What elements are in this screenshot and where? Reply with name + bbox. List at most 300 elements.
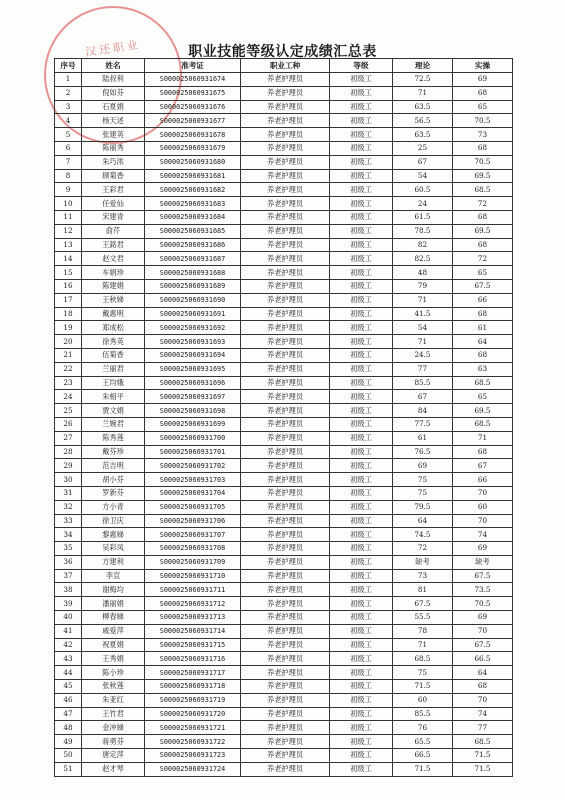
cell-theory: 63.5 [393,128,453,142]
cell-theory: 54 [393,169,453,183]
cell-practical: 67 [453,459,513,473]
cell-exam-ticket: S000025060931718 [145,680,241,694]
cell-level: 初级工 [330,279,393,293]
cell-level: 初级工 [330,555,393,569]
cell-practical: 68 [453,307,513,321]
cell-exam-ticket: S000025060931678 [145,128,241,142]
cell-occupation: 养老护理员 [241,721,330,735]
cell-name: 唐定萍 [82,749,145,763]
cell-occupation: 养老护理员 [241,473,330,487]
cell-practical: 72 [453,252,513,266]
cell-index: 12 [55,224,82,238]
cell-exam-ticket: S000025060931723 [145,749,241,763]
cell-theory: 71 [393,638,453,652]
cell-practical: 68 [453,210,513,224]
cell-name: 张建英 [82,128,145,142]
cell-theory: 56.5 [393,114,453,128]
table-row [55,500,513,514]
cell-theory: 缺考 [393,555,453,569]
cell-exam-ticket: S000025060931708 [145,542,241,556]
cell-name: 戚爱萍 [82,624,145,638]
cell-level: 初级工 [330,500,393,514]
cell-name: 蒋勇芬 [82,735,145,749]
cell-practical: 69.5 [453,404,513,418]
cell-practical: 77 [453,721,513,735]
header-practical: 实操 [453,59,513,73]
cell-practical: 70 [453,486,513,500]
table-row [55,321,513,335]
cell-index: 17 [55,293,82,307]
cell-level: 初级工 [330,86,393,100]
table-row [55,597,513,611]
cell-practical: 66 [453,293,513,307]
cell-occupation: 养老护理员 [241,155,330,169]
cell-occupation: 养老护理员 [241,528,330,542]
cell-level: 初级工 [330,749,393,763]
cell-index: 43 [55,652,82,666]
cell-exam-ticket: S000025060931698 [145,404,241,418]
cell-exam-ticket: S000025060931709 [145,555,241,569]
cell-theory: 71.5 [393,762,453,776]
table-row [55,749,513,763]
cell-occupation: 养老护理员 [241,376,330,390]
table-row [55,100,513,114]
cell-name: 方建利 [82,555,145,569]
cell-exam-ticket: S000025060931690 [145,293,241,307]
cell-occupation: 养老护理员 [241,680,330,694]
cell-name: 任爱仙 [82,197,145,211]
cell-index: 48 [55,721,82,735]
cell-level: 初级工 [330,155,393,169]
cell-name: 方小青 [82,500,145,514]
cell-index: 7 [55,155,82,169]
cell-occupation: 养老护理员 [241,500,330,514]
table-row [55,293,513,307]
cell-name: 伍菊香 [82,348,145,362]
cell-theory: 24.5 [393,348,453,362]
cell-level: 初级工 [330,224,393,238]
cell-occupation: 养老护理员 [241,128,330,142]
cell-exam-ticket: S000025060931721 [145,721,241,735]
cell-index: 6 [55,141,82,155]
cell-level: 初级工 [330,638,393,652]
cell-name: 顾菊香 [82,169,145,183]
cell-theory: 65.5 [393,735,453,749]
cell-level: 初级工 [330,569,393,583]
cell-name: 王銘君 [82,238,145,252]
cell-index: 4 [55,114,82,128]
cell-practical: 70.5 [453,114,513,128]
cell-index: 9 [55,183,82,197]
cell-name: 王秋娣 [82,293,145,307]
cell-level: 初级工 [330,721,393,735]
cell-theory: 85.5 [393,707,453,721]
table-row [55,238,513,252]
cell-practical: 66 [453,473,513,487]
cell-exam-ticket: S000025060931680 [145,155,241,169]
cell-name: 赵文君 [82,252,145,266]
cell-occupation: 养老护理员 [241,417,330,431]
cell-exam-ticket: S000025060931714 [145,624,241,638]
official-seal-text: 汉还职业 [84,38,142,59]
table-row [55,376,513,390]
cell-exam-ticket: S000025060931724 [145,762,241,776]
cell-practical: 66.5 [453,652,513,666]
cell-name: 陈小珍 [82,666,145,680]
cell-theory: 71.5 [393,680,453,694]
table-row [55,459,513,473]
cell-index: 34 [55,528,82,542]
cell-exam-ticket: S000025060931706 [145,514,241,528]
cell-occupation: 养老护理员 [241,335,330,349]
cell-theory: 66.5 [393,749,453,763]
table-row [55,666,513,680]
cell-practical: 68 [453,680,513,694]
cell-theory: 77.5 [393,417,453,431]
cell-level: 初级工 [330,680,393,694]
cell-index: 45 [55,680,82,694]
cell-level: 初级工 [330,445,393,459]
cell-occupation: 养老护理员 [241,707,330,721]
cell-name: 祝夏娟 [82,638,145,652]
cell-practical: 70 [453,514,513,528]
cell-name: 兰婉君 [82,417,145,431]
cell-exam-ticket: S000025060931703 [145,473,241,487]
cell-occupation: 养老护理员 [241,624,330,638]
cell-occupation: 养老护理员 [241,293,330,307]
cell-level: 初级工 [330,459,393,473]
cell-exam-ticket: S000025060931696 [145,376,241,390]
cell-practical: 70.5 [453,597,513,611]
header-theory: 理论 [393,59,453,73]
cell-practical: 64 [453,335,513,349]
cell-theory: 67 [393,390,453,404]
table-row [55,445,513,459]
cell-occupation: 养老护理员 [241,86,330,100]
cell-exam-ticket: S000025060931694 [145,348,241,362]
cell-practical: 65 [453,266,513,280]
cell-level: 初级工 [330,183,393,197]
table-row [55,86,513,100]
cell-occupation: 养老护理员 [241,348,330,362]
cell-level: 初级工 [330,238,393,252]
cell-level: 初级工 [330,114,393,128]
cell-level: 初级工 [330,514,393,528]
table-row [55,210,513,224]
cell-name: 李宣 [82,569,145,583]
cell-theory: 72 [393,542,453,556]
cell-occupation: 养老护理员 [241,224,330,238]
cell-exam-ticket: S000025060931704 [145,486,241,500]
cell-practical: 68.5 [453,417,513,431]
cell-theory: 76 [393,721,453,735]
cell-name: 徐秀英 [82,335,145,349]
table-header-row [55,59,513,73]
cell-practical: 65 [453,100,513,114]
cell-level: 初级工 [330,404,393,418]
cell-name: 车娟珍 [82,266,145,280]
table-row [55,431,513,445]
header-exam-ticket: 准考证 [145,59,241,73]
cell-index: 22 [55,362,82,376]
cell-index: 36 [55,555,82,569]
cell-name: 陈秀莲 [82,431,145,445]
cell-exam-ticket: S000025060931684 [145,210,241,224]
cell-level: 初级工 [330,431,393,445]
cell-occupation: 养老护理员 [241,611,330,625]
cell-occupation: 养老护理员 [241,514,330,528]
cell-exam-ticket: S000025060931716 [145,652,241,666]
cell-level: 初级工 [330,348,393,362]
cell-index: 44 [55,666,82,680]
cell-exam-ticket: S000025060931697 [145,390,241,404]
cell-level: 初级工 [330,707,393,721]
cell-practical: 73.5 [453,583,513,597]
table-row [55,624,513,638]
cell-index: 38 [55,583,82,597]
cell-index: 30 [55,473,82,487]
cell-name: 陈丽秀 [82,141,145,155]
cell-exam-ticket: S000025060931674 [145,73,241,87]
cell-practical: 70 [453,624,513,638]
table-row [55,652,513,666]
cell-occupation: 养老护理员 [241,666,330,680]
cell-index: 5 [55,128,82,142]
cell-index: 11 [55,210,82,224]
table-row [55,362,513,376]
cell-level: 初级工 [330,762,393,776]
cell-theory: 77 [393,362,453,376]
cell-name: 贾文娟 [82,404,145,418]
cell-occupation: 养老护理员 [241,73,330,87]
table-row [55,183,513,197]
cell-exam-ticket: S000025060931699 [145,417,241,431]
cell-theory: 71 [393,335,453,349]
cell-exam-ticket: S000025060931675 [145,86,241,100]
cell-index: 14 [55,252,82,266]
cell-practical: 73 [453,128,513,142]
cell-index: 32 [55,500,82,514]
cell-occupation: 养老护理员 [241,114,330,128]
cell-name: 朱巧浓 [82,155,145,169]
cell-occupation: 养老护理员 [241,266,330,280]
cell-practical: 缺考 [453,555,513,569]
cell-occupation: 养老护理员 [241,210,330,224]
cell-practical: 69.5 [453,169,513,183]
cell-name: 陈建娟 [82,279,145,293]
cell-exam-ticket: S000025060931717 [145,666,241,680]
cell-name: 谢梅均 [82,583,145,597]
cell-theory: 24 [393,197,453,211]
cell-level: 初级工 [330,307,393,321]
table-row [55,486,513,500]
cell-level: 初级工 [330,335,393,349]
cell-occupation: 养老护理员 [241,183,330,197]
cell-practical: 69 [453,611,513,625]
cell-exam-ticket: S000025060931679 [145,141,241,155]
table-row [55,680,513,694]
cell-level: 初级工 [330,528,393,542]
table-row [55,721,513,735]
cell-practical: 68 [453,141,513,155]
table-row [55,141,513,155]
cell-practical: 60 [453,500,513,514]
table-body [55,73,513,777]
cell-exam-ticket: S000025060931712 [145,597,241,611]
cell-name: 胡小芬 [82,473,145,487]
cell-level: 初级工 [330,362,393,376]
cell-name: 吴彩凤 [82,542,145,556]
cell-exam-ticket: S000025060931686 [145,238,241,252]
header-level: 等级 [330,59,393,73]
cell-exam-ticket: S000025060931720 [145,707,241,721]
cell-exam-ticket: S000025060931722 [145,735,241,749]
cell-level: 初级工 [330,73,393,87]
cell-index: 3 [55,100,82,114]
cell-index: 51 [55,762,82,776]
cell-name: 俞芹 [82,224,145,238]
table-row [55,707,513,721]
cell-practical: 68.5 [453,183,513,197]
cell-name: 朱亚红 [82,693,145,707]
cell-occupation: 养老护理员 [241,321,330,335]
table-row [55,569,513,583]
table-row [55,128,513,142]
cell-practical: 69 [453,73,513,87]
cell-theory: 68.5 [393,652,453,666]
cell-exam-ticket: S000025060931705 [145,500,241,514]
cell-level: 初级工 [330,473,393,487]
cell-practical: 71.5 [453,749,513,763]
cell-exam-ticket: S000025060931683 [145,197,241,211]
cell-occupation: 养老护理员 [241,762,330,776]
cell-practical: 65 [453,390,513,404]
cell-level: 初级工 [330,624,393,638]
cell-index: 19 [55,321,82,335]
cell-practical: 69.5 [453,224,513,238]
cell-theory: 79.5 [393,500,453,514]
cell-occupation: 养老护理员 [241,431,330,445]
header-index: 序号 [55,59,82,73]
cell-exam-ticket: S000025060931700 [145,431,241,445]
cell-level: 初级工 [330,376,393,390]
table-row [55,542,513,556]
cell-index: 31 [55,486,82,500]
cell-index: 21 [55,348,82,362]
cell-occupation: 养老护理员 [241,252,330,266]
cell-theory: 71 [393,86,453,100]
cell-theory: 78.5 [393,224,453,238]
cell-index: 13 [55,238,82,252]
table-row [55,735,513,749]
cell-name: 宋建青 [82,210,145,224]
table-row [55,583,513,597]
cell-name: 金冲娣 [82,721,145,735]
cell-index: 18 [55,307,82,321]
cell-name: 朱相平 [82,390,145,404]
cell-occupation: 养老护理员 [241,390,330,404]
cell-theory: 63.5 [393,100,453,114]
cell-name: 柳春娣 [82,611,145,625]
table-row [55,73,513,87]
cell-index: 20 [55,335,82,349]
table-row [55,417,513,431]
table-row [55,279,513,293]
cell-theory: 60 [393,693,453,707]
cell-name: 石夏娟 [82,100,145,114]
cell-level: 初级工 [330,128,393,142]
cell-name: 兰丽君 [82,362,145,376]
table-row [55,611,513,625]
cell-theory: 41.5 [393,307,453,321]
cell-practical: 68.5 [453,735,513,749]
cell-name: 王彩君 [82,183,145,197]
cell-practical: 68 [453,86,513,100]
cell-level: 初级工 [330,693,393,707]
cell-exam-ticket: S000025060931676 [145,100,241,114]
cell-name: 倪如芬 [82,86,145,100]
table-row [55,335,513,349]
cell-level: 初级工 [330,666,393,680]
cell-exam-ticket: S000025060931701 [145,445,241,459]
cell-index: 29 [55,459,82,473]
cell-practical: 64 [453,666,513,680]
table-row [55,348,513,362]
cell-exam-ticket: S000025060931689 [145,279,241,293]
cell-level: 初级工 [330,417,393,431]
cell-occupation: 养老护理员 [241,404,330,418]
cell-exam-ticket: S000025060931691 [145,307,241,321]
cell-occupation: 养老护理员 [241,486,330,500]
cell-name: 张秋莲 [82,680,145,694]
cell-exam-ticket: S000025060931693 [145,335,241,349]
cell-practical: 71 [453,431,513,445]
cell-index: 39 [55,597,82,611]
cell-index: 8 [55,169,82,183]
cell-index: 47 [55,707,82,721]
table-row [55,307,513,321]
table-row [55,528,513,542]
table-row [55,555,513,569]
cell-practical: 61 [453,321,513,335]
cell-occupation: 养老护理员 [241,597,330,611]
cell-level: 初级工 [330,486,393,500]
cell-theory: 75 [393,473,453,487]
cell-index: 37 [55,569,82,583]
table-row [55,252,513,266]
cell-index: 50 [55,749,82,763]
cell-level: 初级工 [330,169,393,183]
cell-level: 初级工 [330,252,393,266]
cell-exam-ticket: S000025060931702 [145,459,241,473]
cell-index: 23 [55,376,82,390]
cell-exam-ticket: S000025060931687 [145,252,241,266]
table-row [55,473,513,487]
table-row [55,224,513,238]
cell-level: 初级工 [330,597,393,611]
table-row [55,197,513,211]
cell-occupation: 养老护理员 [241,362,330,376]
header-name: 姓名 [82,59,145,73]
cell-practical: 67.5 [453,569,513,583]
cell-index: 2 [55,86,82,100]
cell-theory: 75 [393,666,453,680]
cell-level: 初级工 [330,266,393,280]
cell-occupation: 养老护理员 [241,638,330,652]
cell-exam-ticket: S000025060931681 [145,169,241,183]
cell-index: 42 [55,638,82,652]
cell-occupation: 养老护理员 [241,238,330,252]
